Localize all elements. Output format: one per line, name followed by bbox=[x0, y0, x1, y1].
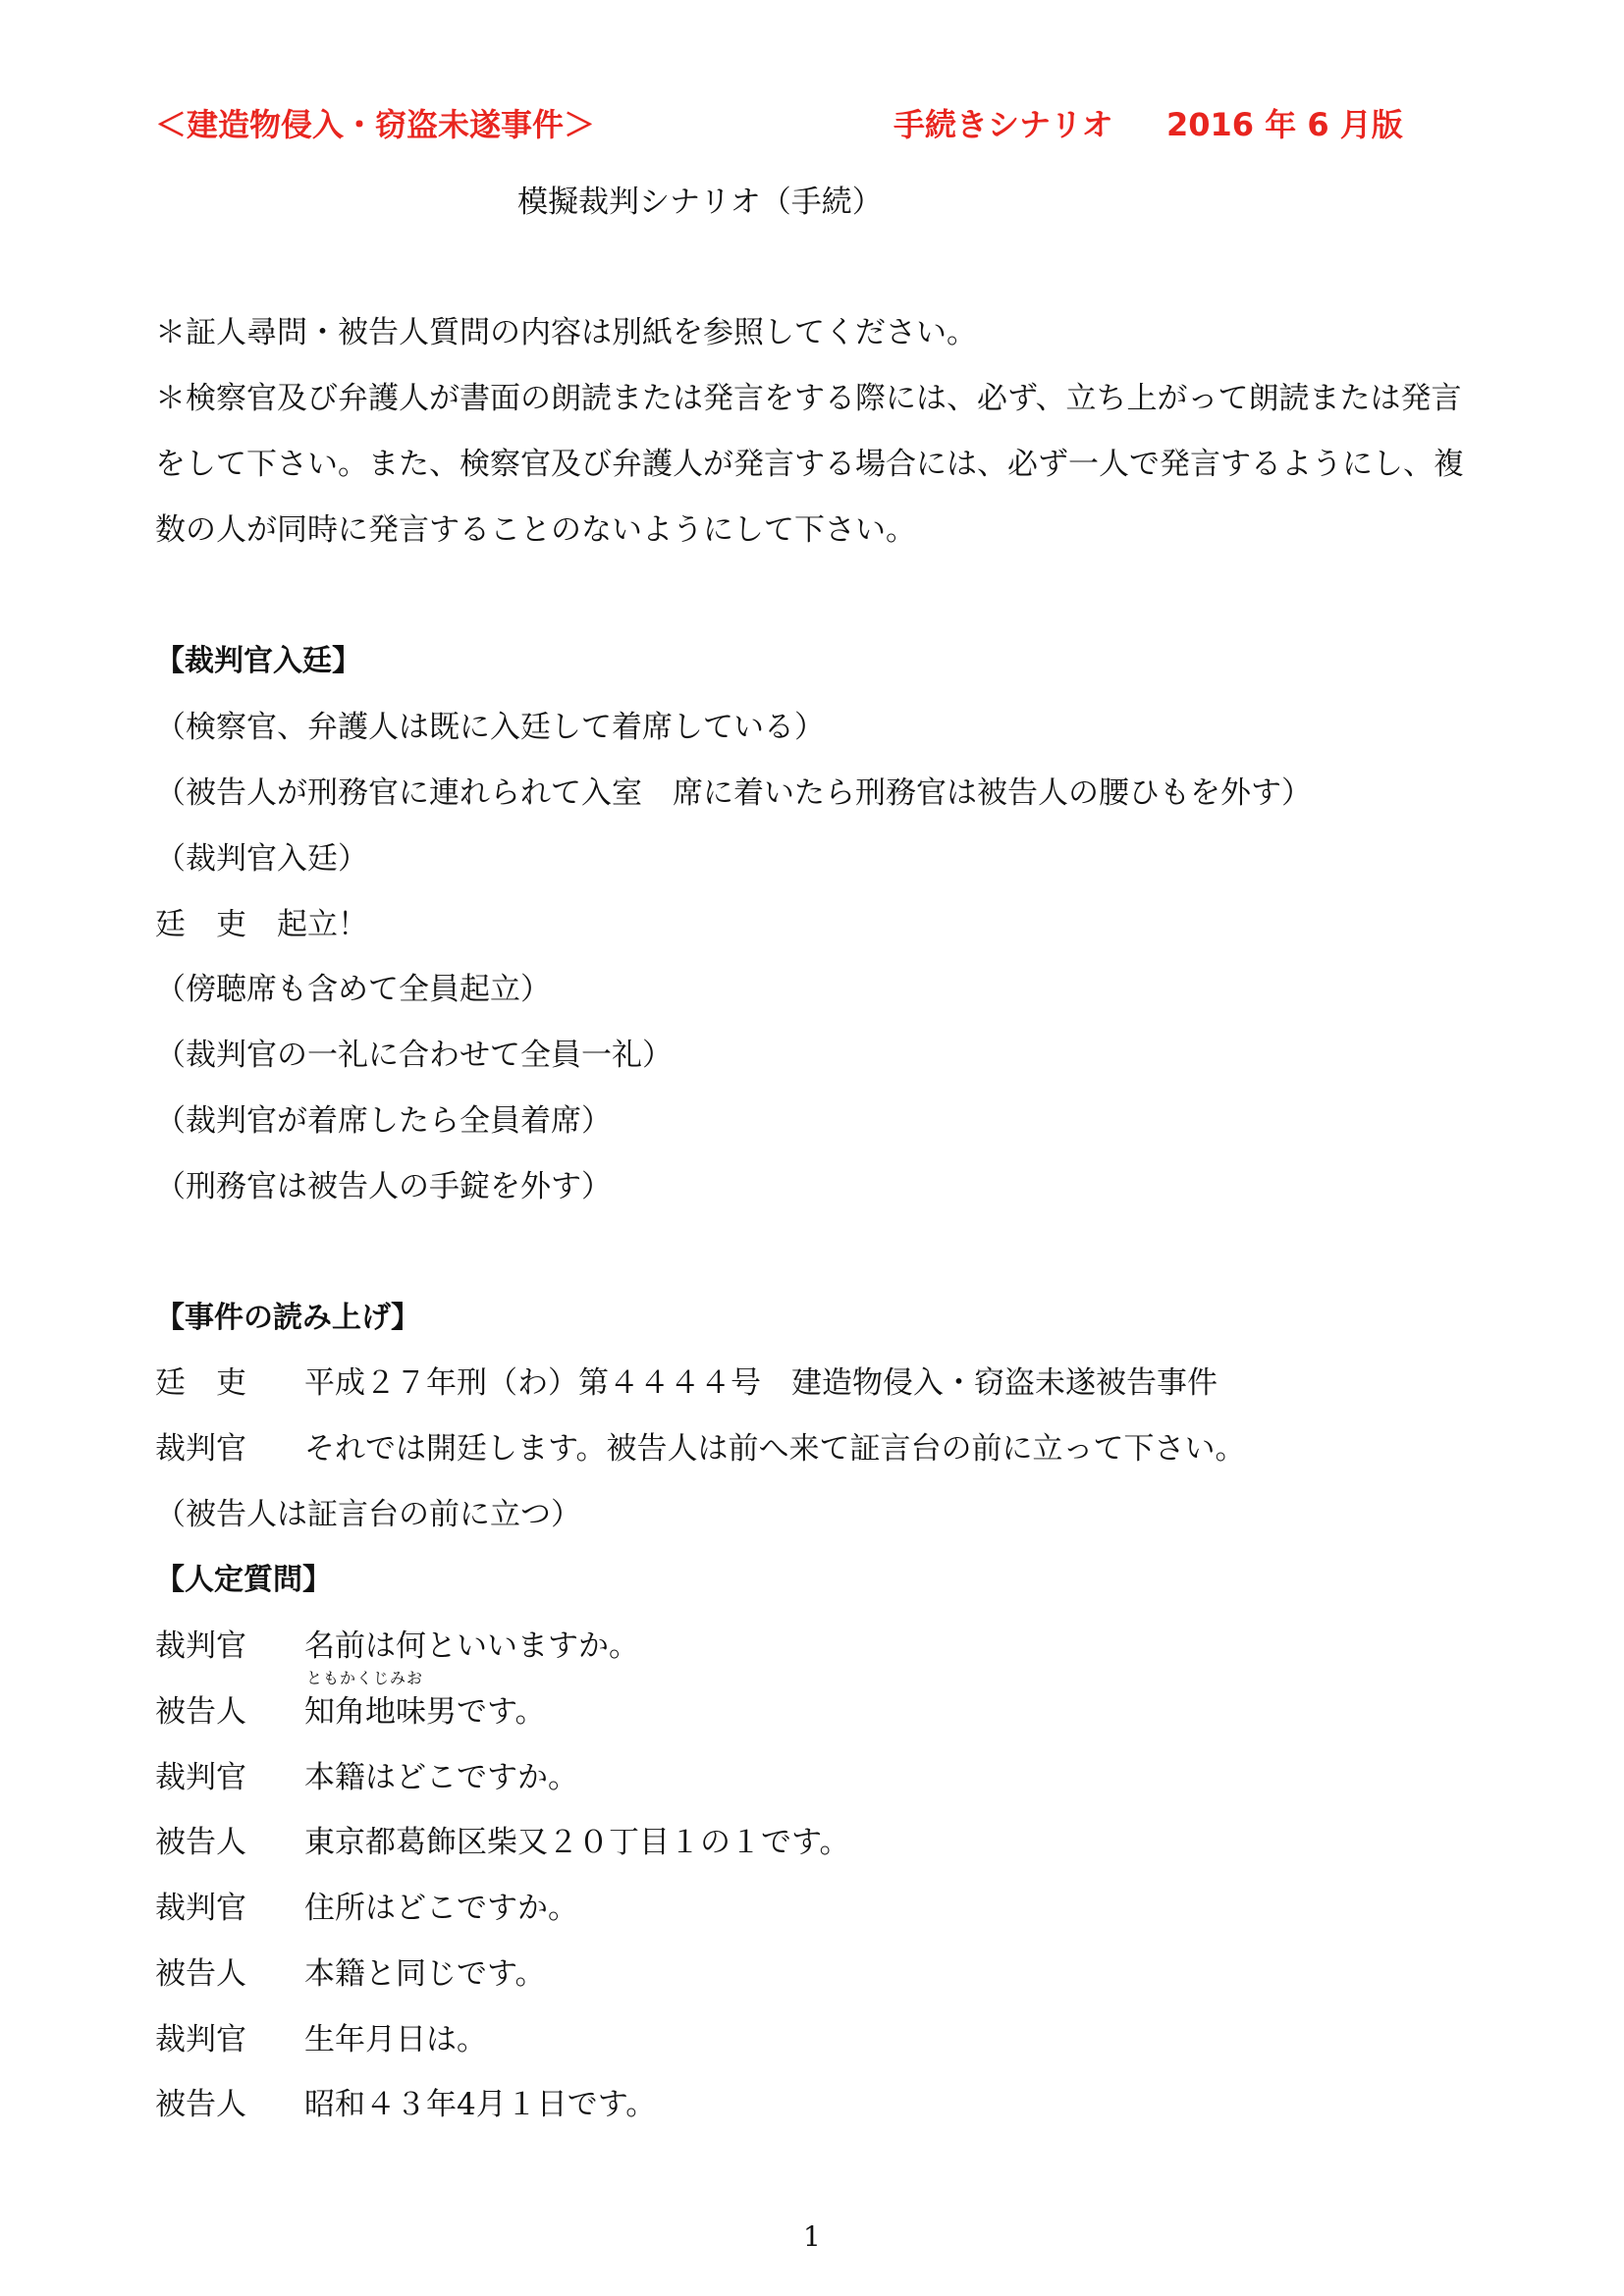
speaker-label: 廷 吏 bbox=[155, 1365, 246, 1401]
stage-direction: （傍聴席も含めて全員起立） bbox=[155, 972, 551, 1007]
section-title-judge-entry: 【裁判官入廷】 bbox=[155, 644, 361, 678]
note-line-2: ＊検察官及び弁護人が書面の朗読または発言をする際には、必ず、立ち上がって朗読または発言 bbox=[155, 381, 1462, 416]
dialogue-text: 平成２７年刑（わ）第４４４４号 建造物侵入・窃盗未遂被告事件 bbox=[304, 1365, 1218, 1401]
note-line-4: 数の人が同時に発言することのないようにして下さい。 bbox=[155, 512, 916, 548]
stage-direction: （裁判官が着席したら全員着席） bbox=[155, 1103, 612, 1139]
case-title: ＜建造物侵入・窃盗未遂事件＞ bbox=[155, 106, 596, 143]
dialogue-text: それでは開廷します。被告人は前へ来て証言台の前に立って下さい。 bbox=[304, 1431, 1246, 1467]
stage-direction: （裁判官の一礼に合わせて全員一礼） bbox=[155, 1038, 673, 1073]
dialogue-text: 住所はどこですか。 bbox=[304, 1891, 578, 1926]
stage-direction: （被告人は証言台の前に立つ） bbox=[155, 1497, 581, 1532]
document-subtitle: 模擬裁判シナリオ（手続） bbox=[517, 185, 883, 220]
speaker-label: 被告人 bbox=[155, 1825, 246, 1860]
stage-direction: （裁判官入廷） bbox=[155, 841, 368, 877]
speaker-label: 裁判官 bbox=[155, 1629, 246, 1664]
speaker-label: 裁判官 bbox=[155, 1891, 246, 1926]
document-type: 手続きシナリオ bbox=[893, 106, 1113, 143]
clerk-command: 廷 吏 起立！ bbox=[155, 907, 368, 942]
speaker-label: 被告人 bbox=[155, 1694, 246, 1730]
dialogue-text: 昭和４３年4月１日です。 bbox=[304, 2087, 657, 2122]
section-title-case-reading: 【事件の読み上げ】 bbox=[155, 1301, 420, 1335]
stage-direction: （刑務官は被告人の手錠を外す） bbox=[155, 1169, 612, 1204]
section-title-identity-check: 【人定質問】 bbox=[155, 1563, 332, 1597]
dialogue-text: 東京都葛飾区柴又２０丁目１の１です。 bbox=[304, 1825, 850, 1860]
note-line-3: をして下さい。また、検察官及び弁護人が発言する場合には、必ず一人で発言するようにし、複 bbox=[155, 447, 1464, 482]
speaker-label: 被告人 bbox=[155, 2087, 246, 2122]
note-line-1: ＊証人尋問・被告人質問の内容は別紙を参照してください。 bbox=[155, 315, 977, 350]
dialogue-text: 知角地味男です。 bbox=[304, 1694, 546, 1730]
page-number: 1 bbox=[803, 2220, 821, 2253]
version-label: 2016 年 6 月版 bbox=[1166, 106, 1403, 143]
speaker-label: 被告人 bbox=[155, 1956, 246, 1992]
dialogue-text: 本籍はどこですか。 bbox=[304, 1760, 578, 1795]
speaker-label: 裁判官 bbox=[155, 1760, 246, 1795]
dialogue-text: 本籍と同じです。 bbox=[304, 1956, 546, 1992]
stage-direction: （被告人が刑務官に連れられて入室 席に着いたら刑務官は被告人の腰ひもを外す） bbox=[155, 775, 1312, 811]
speaker-label: 裁判官 bbox=[155, 2022, 246, 2057]
name-ruby-reading: ともかくじみお bbox=[306, 1669, 424, 1687]
stage-direction: （検察官、弁護人は既に入廷して着席している） bbox=[155, 710, 825, 745]
dialogue-text: 生年月日は。 bbox=[304, 2022, 487, 2057]
speaker-label: 裁判官 bbox=[155, 1431, 246, 1467]
dialogue-text: 名前は何といいますか。 bbox=[304, 1629, 639, 1664]
